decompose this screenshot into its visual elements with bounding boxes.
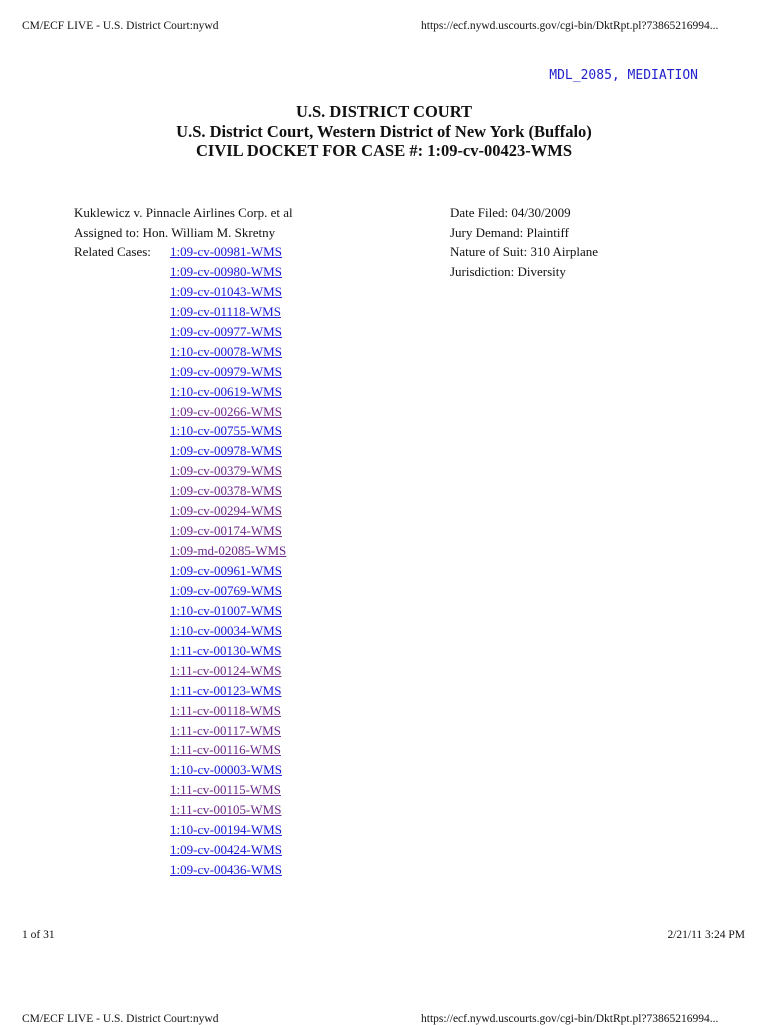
assigned-judge: Assigned to: Hon. William M. Skretny [74, 224, 276, 240]
related-case-link[interactable]: 1:11-cv-00105-WMS [170, 802, 282, 818]
related-case-link[interactable]: 1:11-cv-00123-WMS [170, 682, 282, 698]
related-case-link[interactable]: 1:09-cv-00294-WMS [170, 503, 282, 519]
related-case-link[interactable]: 1:10-cv-00194-WMS [170, 822, 282, 838]
related-cases-list [170, 242, 286, 880]
related-case-link[interactable]: 1:09-cv-00981-WMS [170, 244, 282, 259]
related-cases-label: Related Cases: [74, 244, 151, 259]
related-case-link[interactable]: 1:09-cv-00266-WMS [170, 403, 282, 419]
related-case-link[interactable]: 1:09-cv-00769-WMS [170, 582, 282, 598]
related-case-link[interactable]: 1:11-cv-00118-WMS [170, 702, 281, 718]
related-case-link[interactable]: 1:09-cv-00961-WMS [170, 563, 282, 578]
related-case-link[interactable]: 1:09-cv-00174-WMS [170, 523, 282, 539]
case-flags: MDL_2085, MEDIATION [549, 68, 698, 83]
docket-case-number: CIVIL DOCKET FOR CASE #: 1:09-cv-00423-WMS [196, 141, 572, 160]
related-case-link[interactable]: 1:10-cv-01007-WMS [170, 602, 282, 618]
related-case-link[interactable]: 1:11-cv-00117-WMS [170, 722, 281, 738]
related-case-link[interactable]: 1:10-cv-00078-WMS [170, 343, 282, 359]
related-case-link[interactable]: 1:11-cv-00124-WMS [170, 662, 282, 678]
related-case-link[interactable]: 1:09-cv-00979-WMS [170, 363, 282, 379]
date-filed: Date Filed: 04/30/2009 [450, 205, 571, 220]
related-case-link[interactable]: 1:11-cv-00130-WMS [170, 642, 282, 658]
related-case-link[interactable]: 1:09-cv-01043-WMS [170, 283, 282, 299]
related-case-link[interactable]: 1:09-md-02085-WMS [170, 543, 287, 559]
court-district: U.S. District Court, Western District of New York (Buffalo) [176, 121, 592, 141]
case-info-left [74, 203, 293, 880]
related-case-link[interactable]: 1:09-cv-00424-WMS [170, 842, 282, 858]
related-case-link[interactable]: 1:11-cv-00115-WMS [170, 782, 281, 798]
related-case-link[interactable]: 1:09-cv-00436-WMS [170, 862, 282, 878]
related-case-link[interactable]: 1:10-cv-00619-WMS [170, 383, 282, 399]
page-number: 1 of 31 [22, 929, 55, 941]
related-cases-row [74, 242, 293, 880]
court-heading [0, 102, 768, 161]
related-case-link[interactable]: 1:11-cv-00116-WMS [170, 742, 281, 758]
nature-of-suit: Nature of Suit: 310 Airplane [450, 244, 599, 259]
print-datetime: 2/21/11 3:24 PM [667, 929, 745, 941]
document-url: https://ecf.nywd.uscourts.gov/cgi-bin/DktRpt.pl?73865216994... [421, 20, 719, 32]
related-case-link[interactable]: 1:09-cv-00379-WMS [170, 463, 282, 479]
related-case-link[interactable]: 1:10-cv-00034-WMS [170, 622, 282, 638]
next-page-url: https://ecf.nywd.uscourts.gov/cgi-bin/DktRpt.pl?73865216994... [421, 1013, 719, 1025]
related-case-link[interactable]: 1:10-cv-00003-WMS [170, 762, 282, 778]
next-page-title: CM/ECF LIVE - U.S. District Court:nywd [22, 1013, 219, 1025]
related-case-link[interactable]: 1:09-cv-01118-WMS [170, 303, 281, 319]
related-case-link[interactable]: 1:10-cv-00755-WMS [170, 423, 282, 439]
court-name: U.S. DISTRICT COURT [295, 102, 473, 121]
case-info-right [450, 203, 598, 281]
related-case-link[interactable]: 1:09-cv-00978-WMS [170, 443, 282, 459]
related-case-link[interactable]: 1:09-cv-00980-WMS [170, 263, 282, 279]
related-case-link[interactable]: 1:09-cv-00378-WMS [170, 483, 282, 499]
case-caption: Kuklewicz v. Pinnacle Airlines Corp. et al [74, 205, 293, 220]
related-case-link[interactable]: 1:09-cv-00977-WMS [170, 323, 282, 339]
jury-demand: Jury Demand: Plaintiff [450, 224, 569, 240]
document-title: CM/ECF LIVE - U.S. District Court:nywd [22, 20, 219, 32]
jurisdiction: Jurisdiction: Diversity [450, 263, 566, 279]
